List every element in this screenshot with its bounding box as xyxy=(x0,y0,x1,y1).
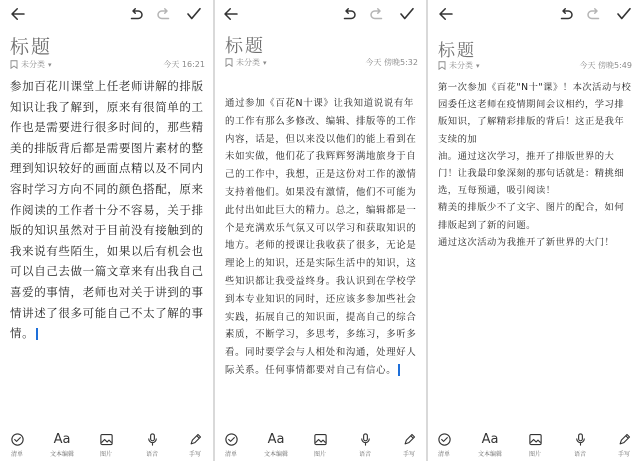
top-toolbar xyxy=(428,0,640,30)
back-arrow-icon[interactable] xyxy=(436,4,456,24)
note-meta xyxy=(10,59,205,73)
voice-button[interactable] xyxy=(132,431,172,458)
checkmark-icon[interactable] xyxy=(397,4,417,24)
microphone-icon xyxy=(145,431,160,448)
note-body-text: 参加百花川课堂上任老师讲解的排版知识让我了解到，原来有很简单的工作也是需要进行很多时间的，那些精美的排版背后都是需要图片素材的整理到知识较好的画面点精以及不同内容时学习方向不同的颜色搭配，原来作阅读的工作者十分不容易，关于排版的知识虽然对于目前没有接触到的我来说有些陌生，如果以后有机会也可以自己去做一篇文章来有出我自己喜爱的事情，老师也对关于讲到的事情讲述了很多可能自己不太了解的事情。 xyxy=(10,79,204,341)
bookmark-icon xyxy=(438,61,446,70)
image-button[interactable] xyxy=(86,431,126,458)
handwriting-label: 手写 xyxy=(617,451,630,458)
bottom-toolbar xyxy=(215,429,426,461)
note-body-text: 通过参加《百花N十课》让我知道说说有年的工作有那么多修改、编辑、排版等的工作内容，话是，但以来没以他们的能上看到在未如实做，他们花了我辉辉努满地旅身于自己的工作中，我想，正是这份对工作的激情支持着他们。如果没有激情，他们不可能为此付出如此巨大的精力。总之，编辑都是一个是充满欢乐气氛又可以学习和获取知识的地方。老师的授课让我收获了很多，无论是理论上的知识，还是实际生活中的知识，这些知识都让我受益终身。我认识到在学校学到本专业知识的同时，还应该多参加些社会实践，拓展自己的知识面，提高自己的综合素质，不断学习，多思考，多练习，多听多看。同时要学会与人相处和沟通，处理好人际关系。任何事情都要对自己有信心。 xyxy=(225,98,417,376)
image-icon xyxy=(528,431,543,448)
category-label: 未分类 xyxy=(449,61,473,70)
note-timestamp: 今天 16:21 xyxy=(163,60,205,69)
note-timestamp: 今天 傍晚5:32 xyxy=(365,58,418,67)
text-format-button[interactable] xyxy=(256,431,296,458)
note-panel-2 xyxy=(215,0,426,461)
redo-icon[interactable] xyxy=(154,4,174,24)
note-meta xyxy=(225,57,418,71)
category-label: 未分类 xyxy=(236,58,260,67)
pen-icon xyxy=(617,431,632,448)
bookmark-icon xyxy=(225,58,233,67)
note-body[interactable] xyxy=(225,95,418,380)
undo-icon[interactable] xyxy=(339,4,359,24)
voice-label: 语音 xyxy=(573,451,586,458)
checklist-icon xyxy=(224,431,239,448)
note-body-text: 第一次参加《百花"N十"课》！本次活动与校园委任这老师在疫情期间会议相约，学习排版知识，了解精彩排版的背后！这正是我年支续的加 油。通过这次学习，推开了排版世界的大门！让我最印象深刻的那句话就是：精挑细选，互每预通，吸引阅读！ 精美的排版少不了文字、图片的配合，如何排版起到了新的问题。 通过这次活动为我推开了新世界的大门！ xyxy=(438,82,632,248)
bottom-toolbar xyxy=(0,429,213,461)
voice-label: 语音 xyxy=(145,451,158,458)
handwriting-label: 手写 xyxy=(402,451,415,458)
voice-label: 语音 xyxy=(358,451,371,458)
voice-button[interactable] xyxy=(560,431,600,458)
bookmark-icon xyxy=(10,60,18,69)
text-format-icon: Aa xyxy=(53,432,71,447)
note-meta xyxy=(438,60,632,74)
image-button[interactable] xyxy=(515,431,555,458)
text-format-icon: Aa xyxy=(481,432,499,447)
top-toolbar xyxy=(215,0,426,30)
image-icon xyxy=(313,431,328,448)
text-format-label: 文本编辑 xyxy=(49,451,74,458)
image-icon xyxy=(99,431,114,448)
category-selector[interactable] xyxy=(10,59,52,70)
back-arrow-icon[interactable] xyxy=(8,4,28,24)
pen-icon xyxy=(188,431,203,448)
checkmark-icon[interactable] xyxy=(614,4,634,24)
image-label: 图片 xyxy=(528,451,541,458)
checklist-button[interactable] xyxy=(428,431,464,458)
note-title[interactable]: 标题 xyxy=(438,41,476,61)
checklist-label: 清单 xyxy=(10,451,23,458)
checklist-button[interactable] xyxy=(215,431,251,458)
caret-down-icon: ▾ xyxy=(263,58,267,67)
note-timestamp: 今天 傍晚5:49 xyxy=(579,61,632,70)
text-format-button[interactable] xyxy=(42,431,82,458)
microphone-icon xyxy=(358,431,373,448)
note-panel-1 xyxy=(0,0,213,461)
image-label: 图片 xyxy=(313,451,326,458)
category-selector[interactable] xyxy=(225,57,267,68)
note-title[interactable]: 标题 xyxy=(225,36,265,57)
image-label: 图片 xyxy=(99,451,112,458)
voice-button[interactable] xyxy=(345,431,385,458)
handwriting-button[interactable] xyxy=(175,431,213,458)
text-format-icon: Aa xyxy=(267,432,285,447)
image-button[interactable] xyxy=(300,431,340,458)
checklist-label: 清单 xyxy=(437,451,450,458)
undo-icon[interactable] xyxy=(556,4,576,24)
redo-icon[interactable] xyxy=(584,4,604,24)
text-format-button[interactable] xyxy=(470,431,510,458)
text-format-label: 文本编辑 xyxy=(477,451,502,458)
checklist-icon xyxy=(437,431,452,448)
redo-icon[interactable] xyxy=(367,4,387,24)
text-format-label: 文本编辑 xyxy=(263,451,288,458)
checkmark-icon[interactable] xyxy=(184,4,204,24)
note-title[interactable]: 标题 xyxy=(10,36,53,58)
pen-icon xyxy=(402,431,417,448)
microphone-icon xyxy=(573,431,588,448)
text-cursor xyxy=(398,364,400,376)
caret-down-icon: ▾ xyxy=(476,61,480,70)
undo-icon[interactable] xyxy=(126,4,146,24)
category-label: 未分类 xyxy=(21,60,45,69)
checklist-icon xyxy=(10,431,25,448)
note-body[interactable] xyxy=(438,79,632,251)
checklist-label: 清单 xyxy=(224,451,237,458)
handwriting-button[interactable] xyxy=(389,431,426,458)
top-toolbar xyxy=(0,0,213,30)
handwriting-button[interactable] xyxy=(604,431,640,458)
back-arrow-icon[interactable] xyxy=(221,4,241,24)
category-selector[interactable] xyxy=(438,60,480,71)
checklist-button[interactable] xyxy=(0,431,37,458)
text-cursor xyxy=(36,328,38,340)
bottom-toolbar xyxy=(428,429,640,461)
caret-down-icon: ▾ xyxy=(48,60,52,69)
note-body[interactable] xyxy=(10,76,205,344)
note-panel-3 xyxy=(428,0,640,461)
handwriting-label: 手写 xyxy=(188,451,201,458)
